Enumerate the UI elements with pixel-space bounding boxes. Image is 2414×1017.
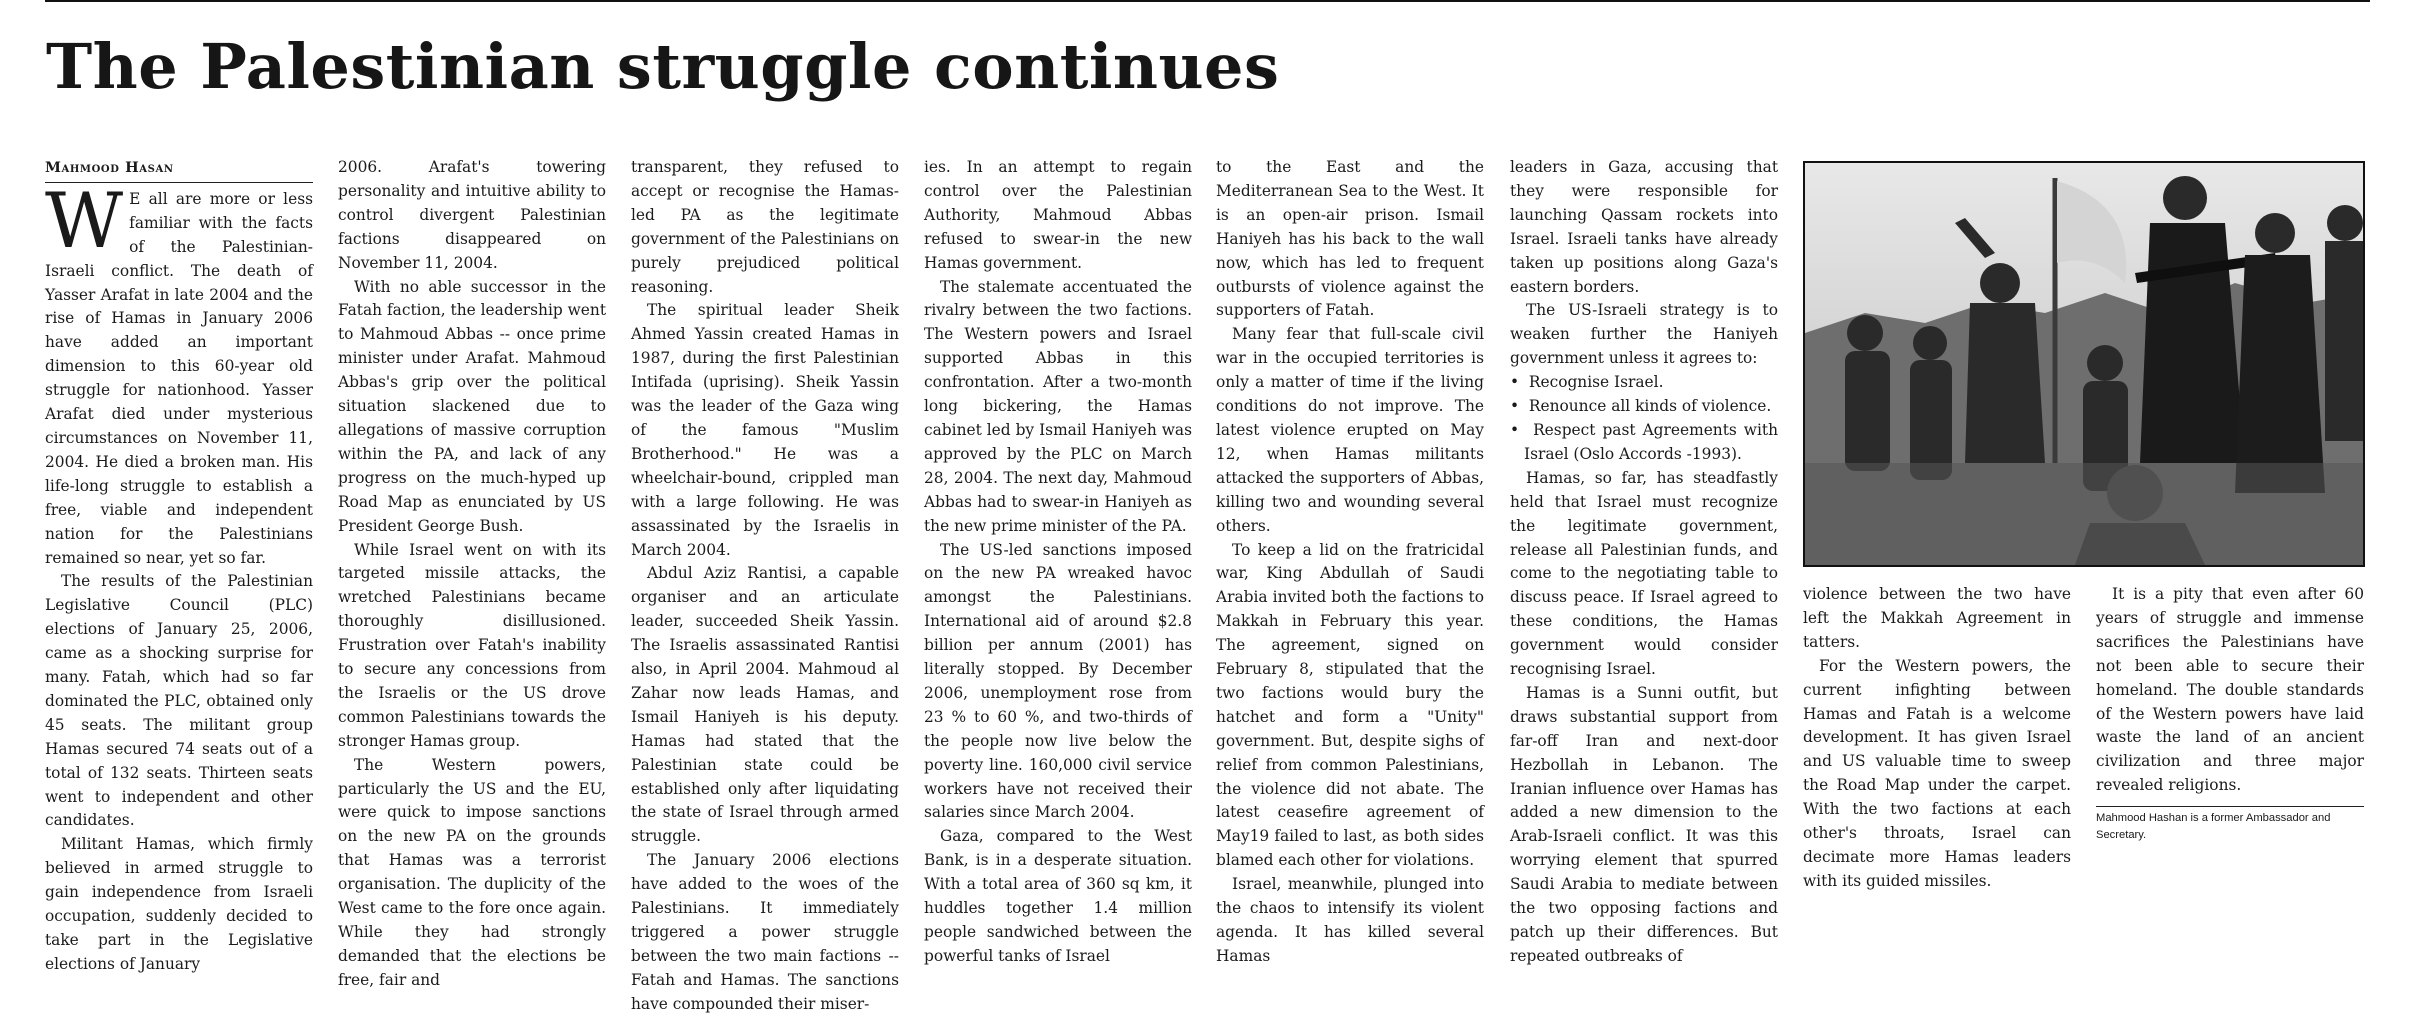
lead-paragraph: W E all are more or less familiar with the facts of the Palestinian-Israeli conflict. The death of Yasser Arafat in late 2004 and the rise of Hamas in January 2006 have added an important dimension to this 60-year old struggle for nationhood. Yasser Arafat died under mysterious circumstances on November 11, 2004. He died a broken man. His life-long struggle to establish a free, viable and independent nation for the Palestinians remained so near, yet so far. xyxy=(45,175,313,567)
paragraph: Hamas, so far, has steadfastly held that Israel must recognize the legitimate government, release all Palestinian funds, and come to the negotiating table to discuss peace. If Israel agreed to these conditions, the Hamas government would consider recognising Israel. xyxy=(1510,468,1778,679)
paragraph: Israel, meanwhile, plunged into the chaos to intensify its violent agenda. It has killed several Hamas xyxy=(1216,875,1484,965)
paragraph: to the East and the Mediterranean Sea to the West. It is an open-air prison. Ismail Haniyeh has his back to the wall now, which has led to frequent outbursts of violence against the supporters of Fatah. xyxy=(1216,158,1484,320)
list-item: • Respect past Agreements with Israel (Oslo Accords -1993). xyxy=(1510,419,1778,467)
paragraph: Hamas is a Sunni outfit, but draws substantial support from far-off Iran and next-door Hezbollah in Lebanon. The Iranian influence over Hamas has added a new dimension to the Arab-Israeli conflict. It was this worrying element that spurred Saudi Arabia to mediate between the two opposing factions and patch up their differences. But repeated outbreaks of xyxy=(1510,683,1778,965)
paragraph: Many fear that full-scale civil war in the occupied territories is only a matter of time if the living conditions do not improve. The latest violence erupted on May 12, when Hamas militants attacked the supporters of Abbas, killing two and wounding several others. xyxy=(1216,325,1484,535)
column-2 xyxy=(338,156,606,993)
paragraph: The US-led sanctions imposed on the new PA wreaked havoc amongst the Palestinians. International aid of around $2.8 billion per annum (2001) has literally stopped. By December 2006, unemployment rose from 23 % to 60 %, and two-thirds of the people now live below the poverty line. 160,000 civil service workers have not received their salaries since March 2004. xyxy=(924,540,1192,822)
paragraph: Gaza, compared to the West Bank, is in a desperate situation. With a total area of 360 sq km, it huddles together 1.4 million people sandwiched between the powerful tanks of Israel xyxy=(924,827,1192,965)
paragraph: The January 2006 elections have added to the woes of the Palestinians. It immediately triggered a power struggle between the two main factions -- Fatah and Hamas. The sanctions have compounded their miser- xyxy=(631,851,899,1013)
paragraph: The Western powers, particularly the US and the EU, were quick to impose sanctions on the new PA on the grounds that Hamas was a terrorist organisation. The duplicity of the West came to the fore once again. While they had strongly demanded that the elections be free, fair and xyxy=(338,755,606,989)
militants-photo-illustration xyxy=(1805,163,2363,565)
list-item: • Recognise Israel. xyxy=(1510,371,1778,395)
paragraph: Militant Hamas, which firmly believed in armed struggle to gain independence from Israeli occupation, suddenly decided to take part in the Legislative elections of January xyxy=(45,835,313,973)
paragraph: The stalemate accentuated the rivalry between the two factions. The Western powers and Israel supported Abbas in this confrontation. After a two-month long bickering, the Hamas cabinet led by Ismail Haniyeh was approved by the PLC on March 28, 2004. The next day, Mahmoud Abbas had to swear-in Haniyeh as the new prime minister of the PA. xyxy=(924,277,1192,535)
paragraph: To keep a lid on the fratricidal war, King Abdullah of Saudi Arabia invited both the factions to Makkah in February this year. The agreement, signed on February 8, stipulated that the two factions would bury the hatchet and form a "Unity" government. But, despite sighs of relief from common Palestinians, the violence did not abate. The latest ceasefire agreement of May19 failed to last, as both sides blamed each other for violations. xyxy=(1216,540,1484,870)
paragraph: The US-Israeli strategy is to weaken further the Haniyeh government unless it agrees to: xyxy=(1510,301,1778,368)
paragraph: Abdul Aziz Rantisi, a capable organiser and an articulate leader, succeeded Sheik Yassin. The Israelis assassinated Rantisi also, in April 2004. Mahmoud al Zahar now leads Hamas, and Ismail Haniyeh is his deputy. Hamas had stated that the Palestinian state could be established only after liquidating the state of Israel through armed struggle. xyxy=(631,564,899,846)
paragraph: The results of the Palestinian Legislative Council (PLC) elections of January 25, 2006, came as a shocking surprise for many. Fatah, which had so far dominated the PLC, obtained only 45 seats. The militant group Hamas secured 74 seats out of a total of 132 seats. Thirteen seats went to independent and other candidates. xyxy=(45,572,313,830)
column-8 xyxy=(2096,583,2364,844)
column-1 xyxy=(45,156,313,977)
drop-cap: W xyxy=(45,175,124,265)
byline: Mahmood Hasan xyxy=(45,156,313,183)
column-5 xyxy=(1216,156,1484,969)
paragraph: For the Western powers, the current infighting between Hamas and Fatah is a welcome development. It has given Israel and US valuable time to sweep the Road Map under the carpet. With the two factions at each other's throats, Israel can decimate more Hamas leaders with its guided missiles. xyxy=(1803,656,2071,890)
paragraph: It is a pity that even after 60 years of struggle and immense sacrifices the Palestinians have not been able to secure their homeland. The double standards of the Western powers have laid waste the land of an ancient civilization and three major revealed religions. xyxy=(2096,585,2364,795)
conditions-list xyxy=(1510,371,1778,467)
column-3 xyxy=(631,156,899,1017)
paragraph: transparent, they refused to accept or recognise the Hamas-led PA as the legitimate government of the Palestinians on purely prejudiced political reasoning. xyxy=(631,158,899,296)
column-7 xyxy=(1803,583,2071,894)
news-photo xyxy=(1803,161,2365,567)
paragraph: ies. In an attempt to regain control over the Palestinian Authority, Mahmoud Abbas refused to swear-in the new Hamas government. xyxy=(924,158,1192,272)
paragraph: 2006. Arafat's towering personality and intuitive ability to control divergent Palestinian factions disappeared on November 11, 2004. xyxy=(338,158,606,272)
paragraph: leaders in Gaza, accusing that they were responsible for launching Qassam rockets into Israel. Israeli tanks have already taken up positions along Gaza's eastern borders. xyxy=(1510,158,1778,296)
top-rule xyxy=(45,0,2370,2)
paragraph: With no able successor in the Fatah faction, the leadership went to Mahmoud Abbas -- once prime minister under Arafat. Mahmoud Abbas's grip over the political situation slackened due to allegations of massive corruption within the PA, and lack of any progress on the much-hyped up Road Map as enunciated by US President George Bush. xyxy=(338,277,607,535)
paragraph: The spiritual leader Sheik Ahmed Yassin created Hamas in 1987, during the first Palestinian Intifada (uprising). Sheik Yassin was the leader of the Gaza wing of the famous "Muslim Brotherhood." He was a wheelchair-bound, crippled man with a large following. He was assassinated by the Israelis in March 2004. xyxy=(631,301,899,559)
list-item: • Renounce all kinds of violence. xyxy=(1510,395,1778,419)
paragraph: violence between the two have left the Makkah Agreement in tatters. xyxy=(1803,585,2071,651)
column-4 xyxy=(924,156,1192,969)
headline: The Palestinian struggle continues xyxy=(46,30,1280,103)
column-6 xyxy=(1510,156,1778,969)
paragraph: While Israel went on with its targeted missile attacks, the wretched Palestinians became thoroughly disillusioned. Frustration over Fatah's inability to secure any concessions from the Israelis or the US drove common Palestinians towards the stronger Hamas group. xyxy=(338,540,606,750)
author-note: Mahmood Hashan is a former Ambassador and Secretary. xyxy=(2096,806,2364,844)
